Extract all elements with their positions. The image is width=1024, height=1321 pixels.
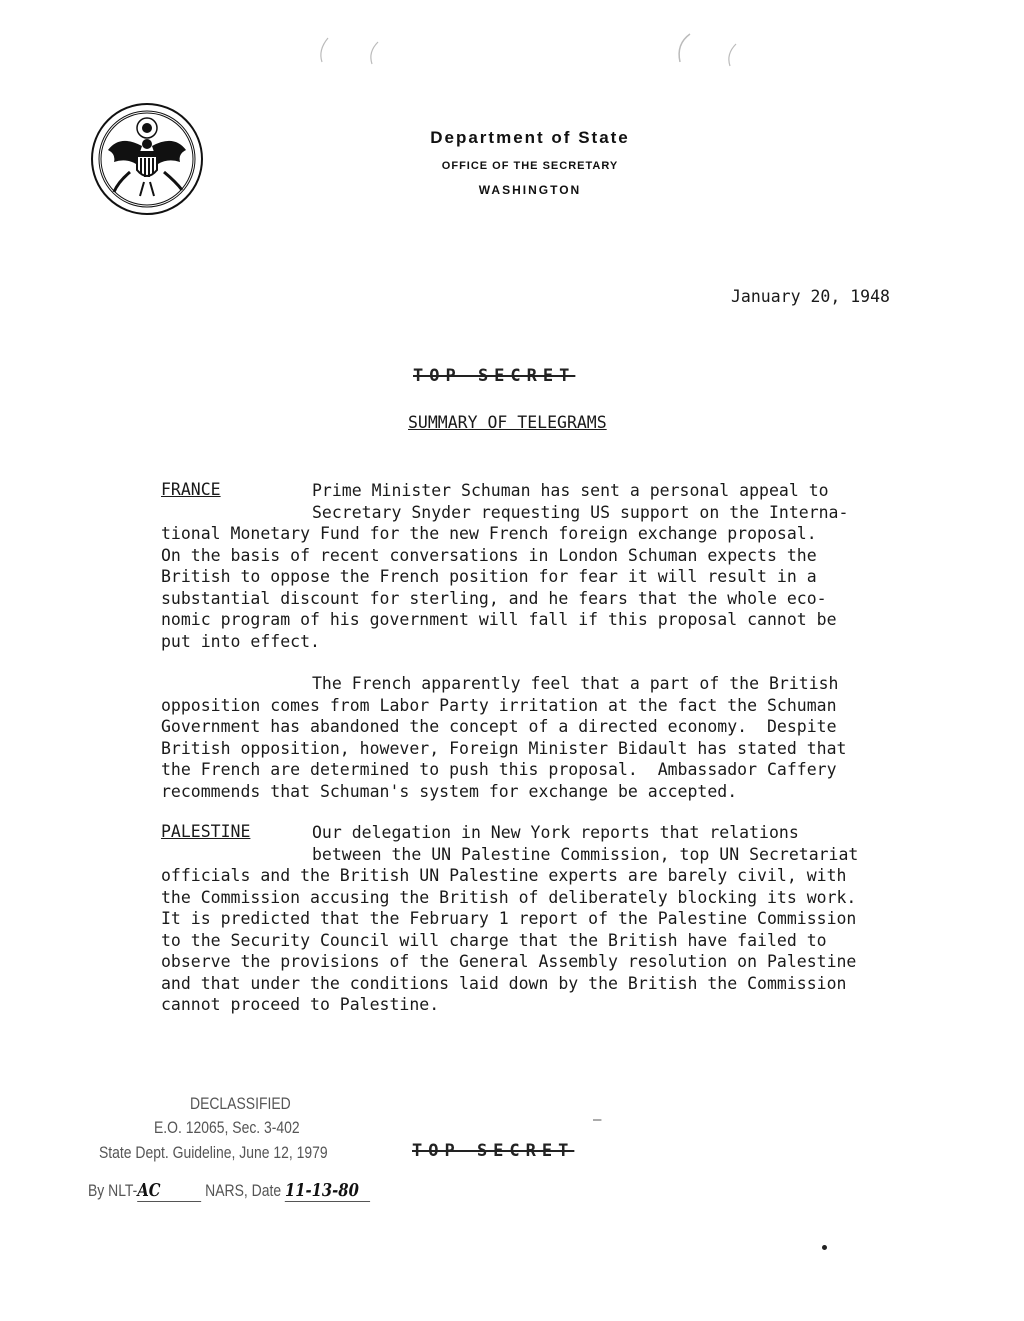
palestine-line: officials and the British UN Palestine experts are barely civil, with bbox=[161, 866, 847, 885]
france-line: The French apparently feel that a part of the British bbox=[312, 674, 839, 693]
letterhead-city: WASHINGTON bbox=[478, 183, 582, 197]
declassified-stamp-title: DECLASSIFIED bbox=[190, 1094, 291, 1113]
palestine-line: between the UN Palestine Commission, top UN Secretariat bbox=[312, 844, 859, 864]
pencil-marks bbox=[0, 0, 1024, 80]
france-line: nomic program of his government will fall if this proposal cannot be bbox=[161, 610, 837, 629]
france-line: British opposition, however, Foreign Minister Bidault has stated that bbox=[161, 738, 847, 758]
france-line: opposition comes from Labor Party irritation at the fact the Schuman bbox=[161, 695, 837, 715]
palestine-line: to the Security Council will charge that the British have failed to bbox=[161, 930, 827, 950]
france-line: British to oppose the French position for fear it will result in a bbox=[161, 567, 817, 586]
classification-marking-top: TOP SECRET bbox=[413, 366, 576, 386]
palestine-line: observe the provisions of the General Assembly resolution on Palestine bbox=[161, 952, 857, 971]
declassified-stamp-authority bbox=[88, 1180, 370, 1202]
palestine-line: the Commission accusing the British of deliberately blocking its work. bbox=[161, 887, 857, 907]
stamp-authority-prefix: By NLT- bbox=[88, 1181, 138, 1200]
palestine-line: and that under the conditions laid down by the British the Commission bbox=[161, 973, 847, 993]
france-line: On the basis of recent conversations in London Schuman expects the bbox=[161, 545, 817, 565]
france-line: tional Monetary Fund for the new French foreign exchange proposal. bbox=[161, 524, 817, 543]
france-line: Secretary Snyder requesting US support on the Interna- bbox=[312, 502, 849, 522]
stamp-date: 11-13-80 bbox=[284, 1180, 359, 1201]
stamp-initials: AC bbox=[137, 1180, 161, 1201]
france-line: substantial discount for sterling, and he fears that the whole eco- bbox=[161, 588, 827, 608]
france-line: recommends that Schuman's system for exchange be accepted. bbox=[161, 781, 738, 801]
france-line: the French are determined to push this proposal. Ambassador Caffery bbox=[161, 760, 837, 779]
palestine-line: cannot proceed to Palestine. bbox=[161, 995, 440, 1014]
france-line: Government has abandoned the concept of a directed economy. Despite bbox=[161, 717, 837, 736]
stamp-authority-mid: NARS, Date bbox=[205, 1181, 282, 1200]
palestine-line: It is predicted that the February 1 report of the Palestine Commission bbox=[161, 909, 857, 928]
section-heading-france: FRANCE bbox=[161, 480, 221, 499]
letterhead-office: OFFICE OF THE SECRETARY bbox=[441, 160, 619, 172]
classification-marking-bottom: TOP SECRET bbox=[412, 1141, 575, 1161]
declassified-stamp-guideline: State Dept. Guideline, June 12, 1979 bbox=[99, 1143, 328, 1162]
stray-dot bbox=[822, 1245, 827, 1250]
stray-mark: – bbox=[593, 1112, 602, 1128]
document-title: SUMMARY OF TELEGRAMS bbox=[408, 413, 607, 432]
department-seal-icon bbox=[90, 102, 204, 216]
document-date: January 20, 1948 bbox=[731, 287, 890, 306]
france-line: Prime Minister Schuman has sent a personal appeal to bbox=[312, 481, 829, 500]
palestine-line: Our delegation in New York reports that relations bbox=[312, 823, 799, 842]
letterhead-department: Department of State bbox=[430, 128, 630, 147]
declassified-stamp-order: E.O. 12065, Sec. 3-402 bbox=[154, 1118, 300, 1137]
section-heading-palestine: PALESTINE bbox=[161, 822, 251, 841]
france-line: put into effect. bbox=[161, 631, 320, 651]
